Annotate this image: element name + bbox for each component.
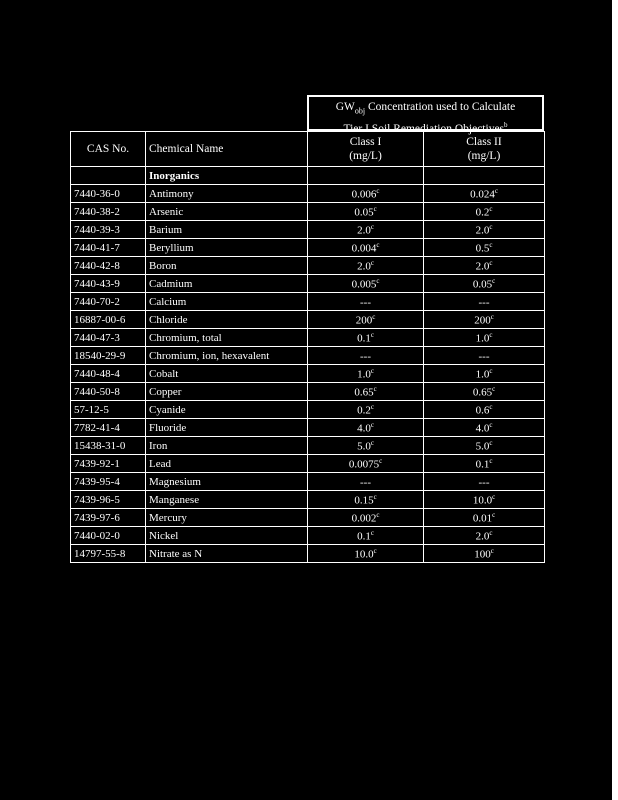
class1-cell (308, 293, 424, 311)
class2-footnote: c (489, 402, 493, 411)
class2-value: 0.2 (475, 206, 490, 219)
class1-footnote: c (376, 276, 380, 285)
class1-value: --- (360, 350, 371, 363)
chemical-name-cell: Antimony (146, 185, 308, 203)
class1-footnote: c (379, 456, 383, 465)
cas-cell: 7440-50-8 (71, 383, 146, 401)
cas-cell: 7440-42-8 (71, 257, 146, 275)
class2-value: 0.6 (475, 404, 490, 417)
table-row (71, 419, 545, 437)
class1-value: 10.0 (354, 548, 374, 561)
table-row (71, 527, 545, 545)
class1-cell (308, 203, 424, 221)
cas-cell: 16887-00-6 (71, 311, 146, 329)
class1-cell (308, 311, 424, 329)
table-row (71, 239, 545, 257)
name-column-header: Chemical Name (146, 132, 308, 167)
class1-footnote: c (370, 420, 374, 429)
table-row (71, 509, 545, 527)
column-header-row (71, 132, 545, 167)
chemical-name-cell: Cadmium (146, 275, 308, 293)
class2-cell (424, 275, 545, 293)
class2-unit: (mg/L) (467, 150, 501, 162)
cas-cell: 14797-55-8 (71, 545, 146, 563)
cas-column-header: CAS No. (71, 132, 146, 167)
class2-value: 0.01 (472, 512, 493, 525)
cas-cell: 7440-47-3 (71, 329, 146, 347)
chemical-name-cell: Manganese (146, 491, 308, 509)
cas-cell: 57-12-5 (71, 401, 146, 419)
chemical-name-cell: Beryllium (146, 239, 308, 257)
class1-footnote: c (370, 528, 374, 537)
cas-cell: 7439-96-5 (71, 491, 146, 509)
chemical-name-cell: Calcium (146, 293, 308, 311)
class1-footnote: c (373, 492, 377, 501)
table-row (71, 311, 545, 329)
chemical-name-cell: Nitrate as N (146, 545, 308, 563)
class1-footnote: c (376, 240, 380, 249)
page-edge-strip (612, 0, 618, 800)
class2-cell (424, 455, 545, 473)
table-row (71, 203, 545, 221)
class1-value: 0.005 (351, 278, 377, 291)
table-row (71, 275, 545, 293)
class1-cell (308, 527, 424, 545)
class1-value: 0.2 (357, 404, 371, 417)
class1-cell (308, 419, 424, 437)
chemical-name-cell: Nickel (146, 527, 308, 545)
class1-footnote: c (370, 258, 374, 267)
chemical-table (70, 131, 545, 563)
class2-footnote: c (489, 204, 493, 213)
class2-cell (424, 401, 545, 419)
class2-cell (424, 203, 545, 221)
class2-cell (424, 473, 545, 491)
class1-cell (308, 239, 424, 257)
header-footnote: b (504, 121, 508, 130)
class1-footnote: c (370, 330, 374, 339)
concentration-header (307, 95, 544, 136)
chemical-name-cell: Boron (146, 257, 308, 275)
class2-cell (424, 527, 545, 545)
class2-cell (424, 383, 545, 401)
class2-cell (424, 185, 545, 203)
class2-footnote: c (489, 240, 493, 249)
chemical-name-cell: Arsenic (146, 203, 308, 221)
cas-cell: 15438-31-0 (71, 437, 146, 455)
cas-cell: 7440-38-2 (71, 203, 146, 221)
class2-footnote: c (489, 438, 493, 447)
class2-footnote: c (492, 384, 496, 393)
chemical-name-cell: Chloride (146, 311, 308, 329)
chemical-name-cell: Magnesium (146, 473, 308, 491)
group-row (71, 167, 545, 185)
class1-cell (308, 365, 424, 383)
class2-cell (424, 239, 545, 257)
class2-cell (424, 347, 545, 365)
class2-label: Class II (466, 136, 502, 148)
class1-value: 0.0075 (348, 458, 380, 471)
cas-cell: 18540-29-9 (71, 347, 146, 365)
chemical-name-cell: Chromium, total (146, 329, 308, 347)
table-row (71, 329, 545, 347)
table-row (71, 185, 545, 203)
class1-value: --- (360, 476, 371, 489)
table-row (71, 257, 545, 275)
class1-footnote: c (376, 186, 380, 195)
table-row (71, 383, 545, 401)
class2-footnote: c (489, 528, 493, 537)
chemical-name-cell: Barium (146, 221, 308, 239)
group-class2-cell (424, 167, 545, 185)
class1-value: 200 (355, 314, 373, 327)
class1-value: 2.0 (357, 224, 371, 237)
table-row (71, 347, 545, 365)
class1-value: --- (360, 296, 371, 309)
class1-footnote: c (373, 204, 377, 213)
class2-value: 5.0 (475, 440, 490, 453)
cas-cell: 7440-39-3 (71, 221, 146, 239)
class1-footnote: c (370, 402, 374, 411)
class2-value: 1.0 (475, 332, 490, 345)
class1-cell (308, 437, 424, 455)
class1-label: Class I (349, 136, 382, 148)
class1-footnote: c (370, 438, 374, 447)
class2-value: --- (478, 350, 490, 363)
header-line2-text: Tier I Soil Remediation Objectives (343, 123, 505, 136)
class2-cell (424, 509, 545, 527)
class2-value: 200 (474, 314, 491, 327)
chemical-name-cell: Cobalt (146, 365, 308, 383)
class1-cell (308, 545, 424, 563)
table-row (71, 437, 545, 455)
class1-value: 2.0 (357, 260, 371, 273)
class2-value: 2.0 (475, 260, 490, 273)
cas-cell: 7440-70-2 (71, 293, 146, 311)
class1-cell (308, 509, 424, 527)
class2-value: 0.05 (472, 278, 493, 291)
class1-cell (308, 383, 424, 401)
class1-cell (308, 275, 424, 293)
cas-cell: 7439-95-4 (71, 473, 146, 491)
class1-value: 0.65 (354, 386, 374, 399)
class1-footnote: c (370, 366, 374, 375)
table-row (71, 473, 545, 491)
class1-footnote: c (373, 384, 377, 393)
class1-value: 0.15 (354, 494, 374, 507)
class1-value: 0.004 (351, 242, 377, 255)
class1-cell (308, 221, 424, 239)
class2-column-header (424, 132, 545, 167)
cas-cell: 7440-36-0 (71, 185, 146, 203)
class2-cell (424, 221, 545, 239)
class1-column-header (308, 132, 424, 167)
class2-footnote: c (489, 258, 493, 267)
class2-value: 1.0 (475, 368, 490, 381)
cas-cell: 7440-41-7 (71, 239, 146, 257)
class2-value: 0.1 (475, 458, 490, 471)
class1-cell (308, 473, 424, 491)
class1-footnote: c (373, 546, 377, 555)
class2-footnote: c (489, 366, 493, 375)
class2-cell (424, 419, 545, 437)
class2-cell (424, 365, 545, 383)
chemical-name-cell: Iron (146, 437, 308, 455)
table-row (71, 221, 545, 239)
class2-footnote: c (492, 492, 496, 501)
class2-cell (424, 293, 545, 311)
class2-value: 2.0 (475, 224, 490, 237)
class2-value: 10.0 (472, 494, 493, 507)
cas-cell: 7439-92-1 (71, 455, 146, 473)
class1-cell (308, 329, 424, 347)
class2-value: --- (478, 476, 490, 489)
header-line-1 (309, 100, 542, 118)
class1-cell (308, 185, 424, 203)
class2-value: 0.5 (475, 242, 490, 255)
class2-footnote: c (489, 456, 493, 465)
chemical-name-cell: Chromium, ion, hexavalent (146, 347, 308, 365)
cas-cell: 7439-97-6 (71, 509, 146, 527)
class2-footnote: c (489, 222, 493, 231)
cas-cell: 7440-48-4 (71, 365, 146, 383)
class1-unit: (mg/L) (349, 150, 382, 162)
header-gw-text: GW (335, 101, 355, 113)
group-cas-cell (71, 167, 146, 185)
class2-cell (424, 545, 545, 563)
class2-value: 0.65 (472, 386, 493, 399)
table-row (71, 545, 545, 563)
table-row (71, 491, 545, 509)
class1-footnote: c (370, 222, 374, 231)
class1-footnote: c (372, 312, 376, 321)
chemical-name-cell: Fluoride (146, 419, 308, 437)
cas-cell: 7440-43-9 (71, 275, 146, 293)
class1-footnote: c (376, 510, 380, 519)
class2-footnote: c (492, 276, 496, 285)
header-line1-text: Concentration used to Calculate (365, 101, 516, 113)
group-class1-cell (308, 167, 424, 185)
class1-value: 0.006 (351, 188, 377, 201)
class1-cell (308, 491, 424, 509)
group-label: Inorganics (146, 167, 308, 185)
class2-footnote: c (492, 510, 496, 519)
class1-value: 1.0 (357, 368, 371, 381)
class2-footnote: c (490, 312, 494, 321)
class2-cell (424, 257, 545, 275)
cas-cell: 7782-41-4 (71, 419, 146, 437)
class1-cell (308, 257, 424, 275)
class2-value: 100 (474, 548, 491, 561)
table-row (71, 293, 545, 311)
header-obj-subscript: obj (354, 106, 366, 116)
class2-footnote: c (490, 546, 494, 555)
chemical-name-cell: Copper (146, 383, 308, 401)
class1-cell (308, 401, 424, 419)
class1-value: 0.1 (357, 332, 371, 345)
class2-footnote: c (494, 186, 498, 195)
cas-cell: 7440-02-0 (71, 527, 146, 545)
chemical-name-cell: Lead (146, 455, 308, 473)
class2-cell (424, 311, 545, 329)
class1-cell (308, 347, 424, 365)
table-row (71, 455, 545, 473)
class2-value: 0.024 (470, 188, 495, 201)
class2-value: 4.0 (475, 422, 490, 435)
class2-value: 2.0 (475, 530, 490, 543)
table-row (71, 401, 545, 419)
class2-cell (424, 491, 545, 509)
class2-cell (424, 437, 545, 455)
class2-value: --- (478, 296, 490, 309)
table-row (71, 365, 545, 383)
chemical-name-cell: Cyanide (146, 401, 308, 419)
class1-value: 0.05 (354, 206, 374, 219)
class1-value: 4.0 (357, 422, 371, 435)
class2-footnote: c (489, 420, 493, 429)
class1-value: 0.1 (357, 530, 371, 543)
class2-footnote: c (489, 330, 493, 339)
class2-cell (424, 329, 545, 347)
class1-value: 0.002 (351, 512, 377, 525)
class1-value: 5.0 (357, 440, 371, 453)
chemical-name-cell: Mercury (146, 509, 308, 527)
class1-cell (308, 455, 424, 473)
